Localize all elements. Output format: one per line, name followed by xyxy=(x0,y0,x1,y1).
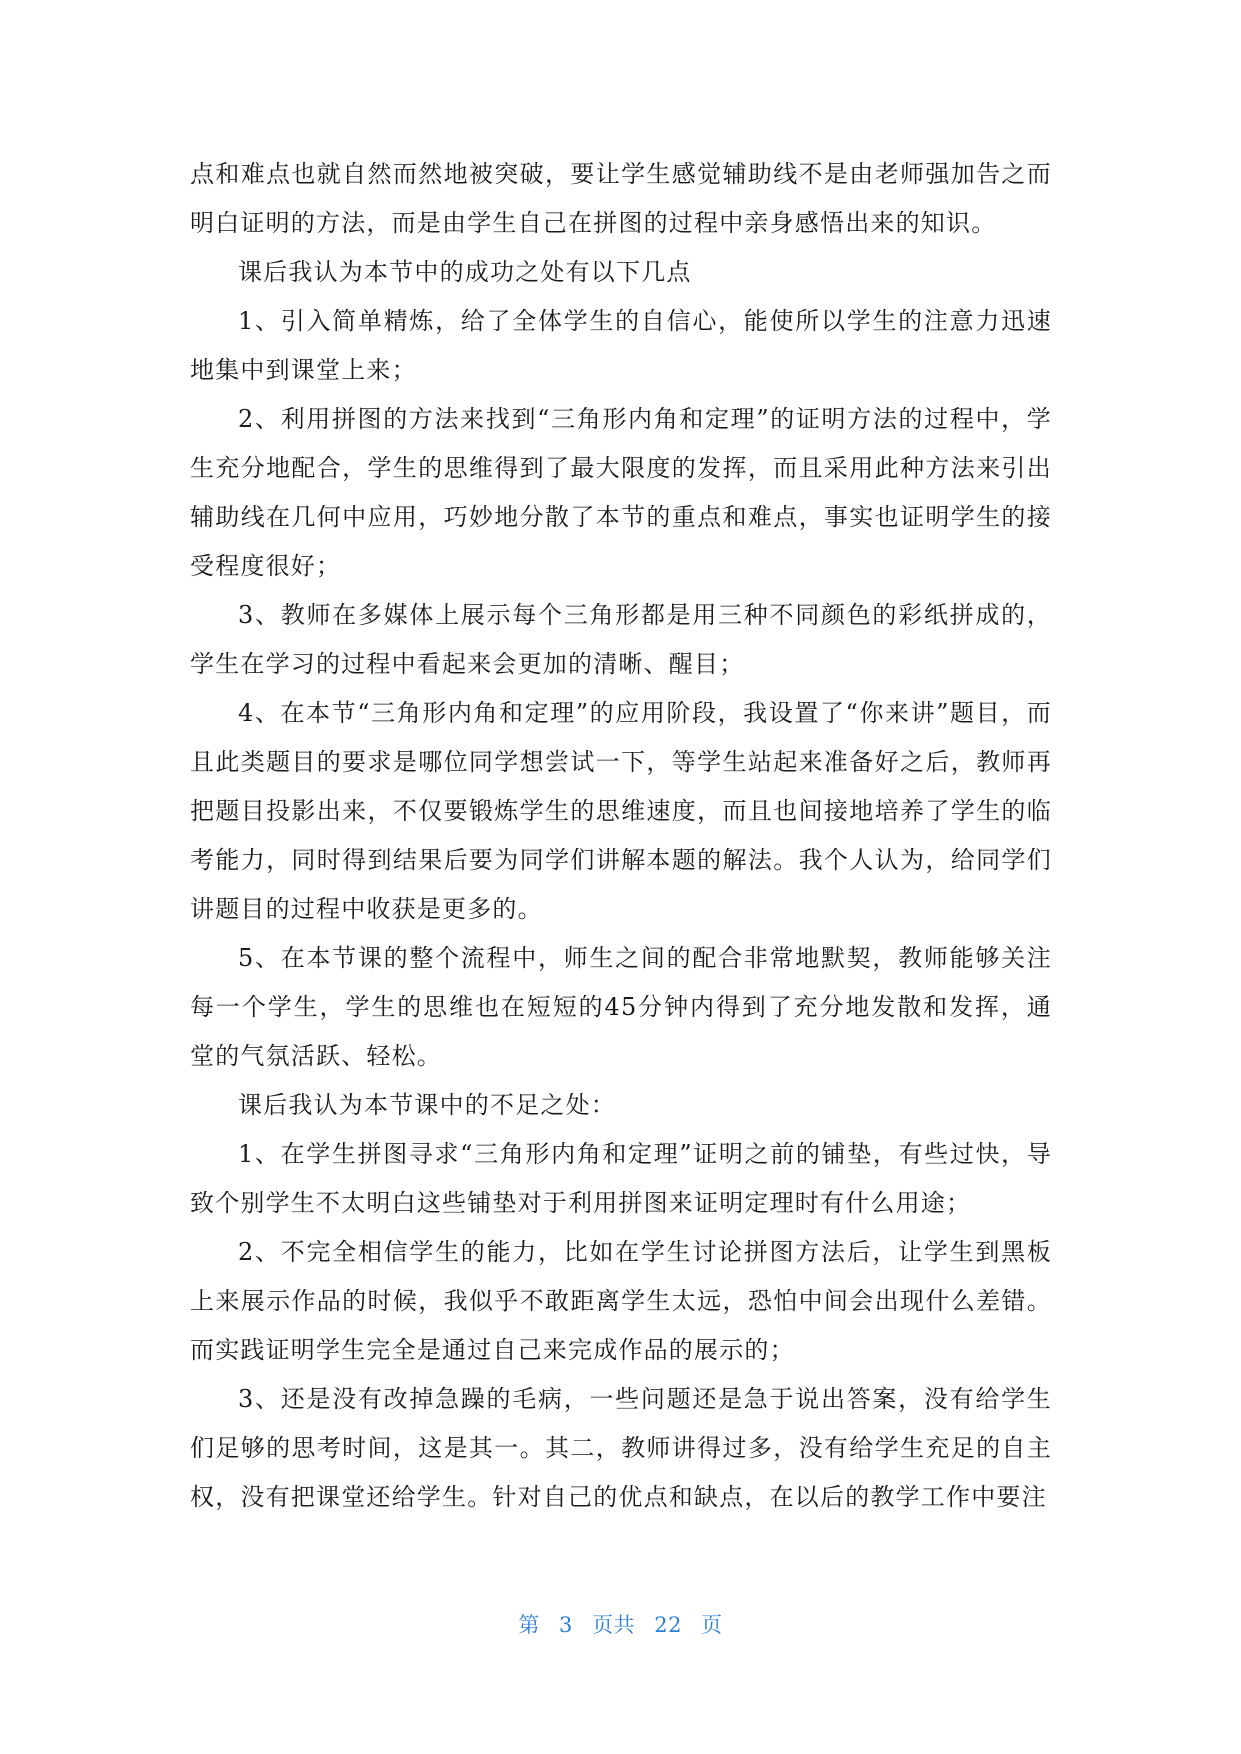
footer-prefix: 第 xyxy=(518,1613,540,1637)
paragraph-3: 2、利用拼图的方法来找到“三角形内角和定理”的证明方法的过程中，学生充分地配合，学生的思维得到了最大限度的发挥，而且采用此种方法来引出辅助线在几何中应用，巧妙地分散了本节的重点和难点，事实也证明学生的接受程度很好； xyxy=(190,405,1052,580)
paragraph-4: 3、教师在多媒体上展示每个三角形都是用三种不同颜色的彩纸拼成的，学生在学习的过程中看起来会更加的清晰、醒目； xyxy=(190,601,1052,678)
footer-current-page: 3 xyxy=(559,1613,573,1637)
footer-suffix: 页 xyxy=(701,1613,723,1637)
footer-middle: 页共 xyxy=(592,1613,636,1637)
document-body xyxy=(190,150,1052,1522)
paragraph-0: 点和难点也就自然而然地被突破，要让学生感觉辅助线不是由老师强加告之而明白证明的方法，而是由学生自己在拼图的过程中亲身感悟出来的知识。 xyxy=(190,160,1052,237)
paragraph-1: 课后我认为本节中的成功之处有以下几点 xyxy=(238,258,692,286)
paragraph-7: 课后我认为本节课中的不足之处： xyxy=(238,1091,616,1119)
page-footer xyxy=(0,1609,1241,1639)
paragraph-6: 5、在本节课的整个流程中，师生之间的配合非常地默契，教师能够关注每一个学生，学生的思维也在短短的45分钟内得到了充分地发散和发挥，通堂的气氛活跃、轻松。 xyxy=(190,944,1052,1070)
footer-total-pages: 22 xyxy=(654,1613,682,1637)
paragraph-9: 2、不完全相信学生的能力，比如在学生讨论拼图方法后，让学生到黑板上来展示作品的时候，我似乎不敢距离学生太远，恐怕中间会出现什么差错。而实践证明学生完全是通过自己来完成作品的展示的； xyxy=(190,1238,1052,1364)
paragraph-2: 1、引入简单精炼，给了全体学生的自信心，能使所以学生的注意力迅速地集中到课堂上来； xyxy=(190,307,1052,384)
paragraph-8: 1、在学生拼图寻求“三角形内角和定理”证明之前的铺垫，有些过快，导致个别学生不太明白这些铺垫对于利用拼图来证明定理时有什么用途； xyxy=(190,1140,1052,1217)
paragraph-5: 4、在本节“三角形内角和定理”的应用阶段，我设置了“你来讲”题目，而且此类题目的要求是哪位同学想尝试一下，等学生站起来准备好之后，教师再把题目投影出来，不仅要锻炼学生的思维速度，而且也间接地培养了学生的临考能力，同时得到结果后要为同学们讲解本题的解法。我个人认为，给同学们讲题目的过程中收获是更多的。 xyxy=(190,699,1052,923)
paragraph-10: 3、还是没有改掉急躁的毛病，一些问题还是急于说出答案，没有给学生们足够的思考时间，这是其一。其二，教师讲得过多，没有给学生充足的自主权，没有把课堂还给学生。针对自己的优点和缺点，在以后的教学工作中要注 xyxy=(190,1385,1052,1511)
